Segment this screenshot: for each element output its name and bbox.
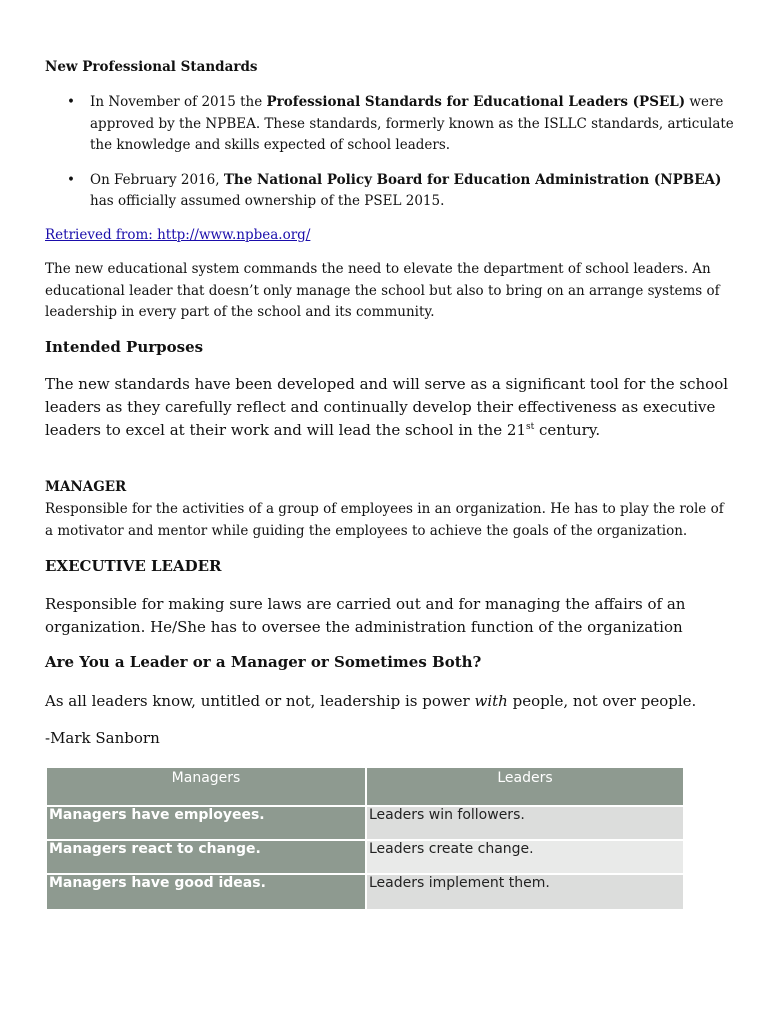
npbea-link[interactable]: Retrieved from: http://www.npbea.org/ [45,227,311,243]
comparison-table [45,766,685,911]
table-header-row [46,767,684,806]
intended-text-end: century. [534,421,601,439]
ordinal-suffix: st [526,422,535,432]
manager-heading: MANAGER [45,479,127,495]
leader-or-manager-heading: Are You a Leader or a Manager or Sometimes Both? [45,653,482,671]
bullet-text: has officially assumed ownership of the PSEL 2015. [90,193,445,209]
bullet-icon: • [67,171,75,188]
leader-cell: Leaders implement them. [366,874,684,910]
bullet-icon: • [67,94,75,110]
intended-purposes-paragraph [45,373,735,442]
intended-text: The new standards have been developed and will serve as a significant tool for the school leaders as they carefully reflect and continually develop their effectiveness as executive leaders to excel at their work and will lead the school in the 21 [45,375,729,439]
quote-text: As all leaders know, untitled or not, leadership is power [45,692,475,710]
new-standards-heading: New Professional Standards [45,59,258,75]
psel-name: Professional Standards for Educational Leaders (PSEL) [266,94,686,110]
quote [45,692,696,710]
bullet-text: were approved by the NPBEA. These standards, formerly known as the ISLLC standards, articulate the knowledge and skills expected of school leaders. [90,94,734,153]
manager-cell: Managers have employees. [46,806,366,840]
quote-emphasis: with [474,692,508,710]
leader-cell: Leaders win followers. [366,806,684,840]
table-row [46,840,684,874]
leader-cell: Leaders create change. [366,840,684,874]
quote-author: -Mark Sanborn [45,729,160,747]
intro-paragraph: The new educational system commands the need to elevate the department of school leaders. An educational leader that doesn’t only manage the school but also to bring on an arrange systems of leadership in every part of the school and its community. [45,261,720,320]
managers-column-header: Managers [46,767,366,806]
npbea-name: The National Policy Board for Education Administration (NPBEA) [223,171,722,188]
manager-paragraph: Responsible for the activities of a group of employees in an organization. He has to play the role of a motivator and mentor while guiding the employees to achieve the goals of the organization. [45,501,724,539]
standards-list [45,92,735,213]
leaders-column-header: Leaders [366,767,684,806]
intended-purposes-heading: Intended Purposes [45,338,204,356]
list-item [45,92,735,157]
executive-leader-paragraph: Responsible for making sure laws are carried out and for managing the affairs of an organization. He/She has to oversee the administration function of the organization [45,595,686,636]
bullet-text: In November of 2015 the [90,94,267,110]
manager-cell: Managers react to change. [46,840,366,874]
table-row [46,806,684,840]
bullet-text: On February 2016, [90,171,224,188]
list-item [45,170,735,213]
table-row [46,874,684,910]
executive-leader-heading: EXECUTIVE LEADER [45,557,222,575]
manager-cell: Managers have good ideas. [46,874,366,910]
quote-text-end: people, not over people. [507,692,697,710]
